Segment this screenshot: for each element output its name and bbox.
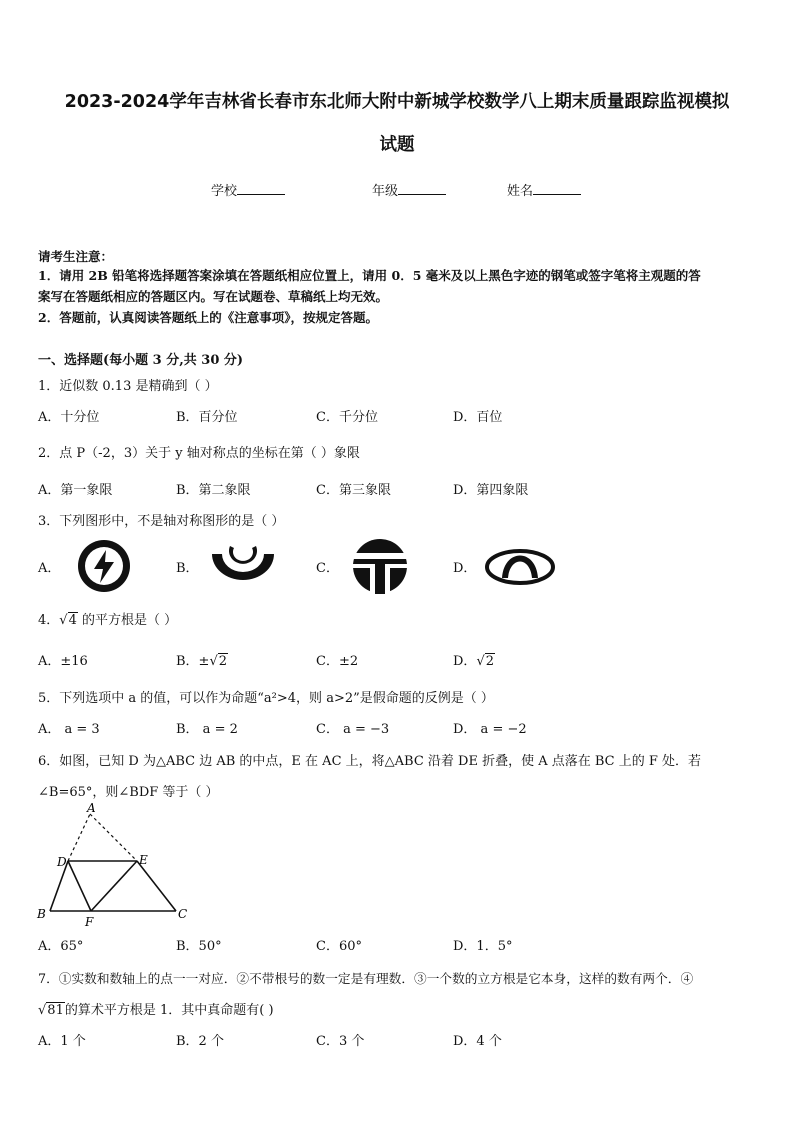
ring-cup-icon (208, 540, 278, 592)
q4-option-b[interactable]: B．±√2 (176, 654, 228, 669)
q6-stem-1: 6．如图，已知 D 为△ABC 边 AB 的中点，E 在 AC 上，将△ABC 沿着 DE 折叠，使 A 点落在 BC 上的 F 处．若 (38, 754, 702, 769)
q6-option-d[interactable]: D．1．5° (453, 939, 513, 954)
label-a: A (87, 801, 96, 815)
notice-item-1b: 案写在答题纸相应的答题区内。写在试题卷、草稿纸上均无效。 (38, 289, 389, 304)
ellipse-arch-icon (484, 538, 556, 588)
title-line-2: 试题 (379, 135, 415, 155)
q2-option-d[interactable]: D．第四象限 (453, 483, 529, 498)
q6-option-c[interactable]: C．60° (316, 939, 362, 954)
q3-stem: 3．下列图形中，不是轴对称图形的是（ ） (38, 514, 285, 529)
q7-option-d[interactable]: D．4 个 (453, 1034, 502, 1049)
q2-stem: 2．点 P（-2，3）关于 y 轴对称点的坐标在第（ ）象限 (38, 446, 360, 461)
sqrt-81: √81 (38, 1003, 64, 1018)
sqrt-4: √4 (59, 613, 77, 628)
q5-option-d[interactable]: D． a = −2 (453, 722, 527, 737)
name-field[interactable]: 姓名 (507, 180, 581, 199)
label-c: C (178, 907, 188, 921)
lightning-circle-icon (72, 538, 136, 594)
q5-option-b[interactable]: B． a = 2 (176, 722, 238, 737)
notice-item-1a: 1．请用 2B 铅笔将选择题答案涂填在答题纸相应位置上，请用 0．5 毫米及以上黑色字迹的钢笔或签字笔将主观题的答 (38, 268, 701, 283)
q7-option-c[interactable]: C．3 个 (316, 1034, 365, 1049)
q6-option-b[interactable]: B．50° (176, 939, 222, 954)
q4-option-c[interactable]: C．±2 (316, 654, 359, 669)
q7-stem-1: 7．①实数和数轴上的点一一对应．②不带根号的数一定是有理数．③一个数的立方根是它本身，这样的数有两个．④ (38, 971, 694, 986)
q5-option-c[interactable]: C． a = −3 (316, 722, 390, 737)
notice-heading: 请考生注意： (38, 249, 114, 264)
q7-stem-2: √81的算术平方根是 1．其中真命题有( ) (38, 1003, 274, 1018)
q4-option-a[interactable]: A．±16 (38, 654, 88, 669)
q3-option-b[interactable]: B． (176, 561, 199, 576)
title-line-1: 2023-2024学年吉林省长春市东北师大附中新城学校数学八上期末质量跟踪监视模拟 (64, 92, 730, 112)
q2-option-a[interactable]: A．第一象限 (38, 483, 113, 498)
notice-item-2: 2．答题前，认真阅读答题纸上的《注意事项》，按规定答题。 (38, 310, 378, 325)
q7-option-a[interactable]: A．1 个 (38, 1034, 86, 1049)
label-e: E (139, 853, 148, 867)
q2-option-b[interactable]: B．第二象限 (176, 483, 251, 498)
triangle-fold-diagram (34, 800, 194, 930)
q7-option-b[interactable]: B．2 个 (176, 1034, 224, 1049)
q1-option-b[interactable]: B．百分位 (176, 410, 238, 425)
q1-option-d[interactable]: D．百位 (453, 410, 503, 425)
section-heading: 一、选择题(每小题 3 分,共 30 分) (38, 353, 244, 368)
label-f: F (85, 915, 94, 929)
q2-option-c[interactable]: C．第三象限 (316, 483, 391, 498)
grade-field[interactable]: 年级 (372, 180, 446, 199)
q1-option-c[interactable]: C．千分位 (316, 410, 378, 425)
q3-option-c[interactable]: C． (316, 561, 339, 576)
q5-option-a[interactable]: A． a = 3 (38, 722, 100, 737)
q6-option-a[interactable]: A．65° (38, 939, 84, 954)
school-field[interactable]: 学校 (211, 180, 285, 199)
q3-option-d[interactable]: D． (453, 561, 477, 576)
q3-option-a[interactable]: A． (38, 561, 61, 576)
t-circle-icon (349, 538, 411, 594)
q1-option-a[interactable]: A．十分位 (38, 410, 100, 425)
label-d: D (57, 855, 67, 869)
label-b: B (37, 907, 46, 921)
q6-stem-2: ∠B=65°，则∠BDF 等于（ ） (38, 785, 219, 800)
q5-stem: 5．下列选项中 a 的值，可以作为命题“a²>4，则 a>2”是假命题的反例是（ ） (38, 691, 494, 706)
q1-stem: 1．近似数 0.13 是精确到（ ） (38, 379, 218, 394)
q4-stem: 4．√4 的平方根是（ ） (38, 613, 178, 628)
q4-option-d[interactable]: D．√2 (453, 654, 495, 669)
